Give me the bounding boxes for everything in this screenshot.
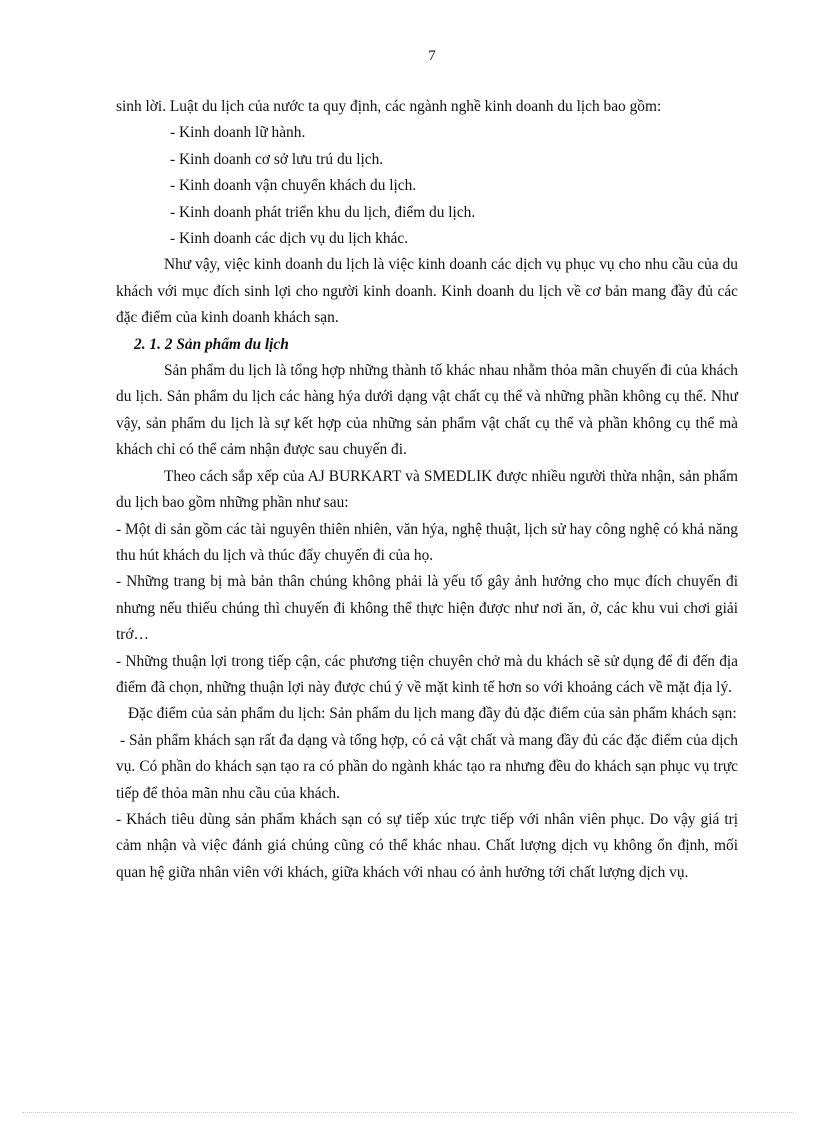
section-heading: 2. 1. 2 Sản phẩm du lịch: [134, 335, 289, 353]
characteristic-item: - Khách tiêu dùng sản phẩm khách sạn có sự tiếp xúc trực tiếp với nhân viên phục. Do vậy giá trị cảm nhận và việc đánh giá chúng cũng có thể khác nhau. Chất lượng dịch vụ không ổn định, mối quan hệ giữa nhân viên với khách, giữa khách với nhau có ảnh hưởng tới chất lượng dịch vụ.: [116, 810, 738, 881]
paragraph-continuation: sinh lời. Luật du lịch của nước ta quy định, các ngành nghề kinh doanh du lịch bao gồm:: [116, 98, 662, 115]
paragraph-summary: Như vậy, việc kinh doanh du lịch là việc kinh doanh các dịch vụ phục vụ cho nhu cầu của du khách với mục đích sinh lợi cho người kinh doanh. Kinh doanh du lịch về cơ bản mang đầy đủ các đặc điểm của kinh doanh khách sạn.: [116, 256, 738, 327]
footer-divider: [22, 1112, 794, 1113]
list-item: - Kinh doanh phát triển khu du lịch, điểm du lịch.: [170, 203, 476, 221]
component-item: - Những trang bị mà bản thân chúng không phải là yếu tố gây ảnh hưởng cho mục đích chuyến đi nhưng nếu thiếu chúng thì chuyến đi không thể thực hiện được như nơi ăn, ở, các khu vui chơi giải trớ…: [116, 573, 738, 644]
list-item: - Kinh doanh các dịch vụ du lịch khác.: [170, 230, 409, 248]
page-number: 7: [428, 48, 436, 64]
list-item: - Kinh doanh cơ sở lưu trú du lịch.: [170, 150, 384, 168]
list-item: - Kinh doanh vận chuyển khách du lịch.: [170, 177, 417, 195]
paragraph-characteristics-intro: Đặc điểm của sản phẩm du lịch: Sản phẩm du lịch mang đầy đủ đặc điểm của sản phẩm khách sạn:: [128, 705, 737, 723]
paragraph-product-definition: Sản phẩm du lịch là tổng hợp những thành tố khác nhau nhằm thỏa mãn chuyến đi của khách du lịch. Sản phẩm du lịch các hàng hýa dưới dạng vật chất cụ thể và những phần không cụ thể. Như vậy, sản phẩm du lịch là sự kết hợp của những sản phẩm vật chất cụ thể và phần không cụ thể mà khách chỉ có thể cảm nhận được sau chuyến đi.: [116, 362, 738, 459]
characteristic-item: - Sản phẩm khách sạn rất đa dạng và tổng hợp, có cả vật chất và mang đầy đủ các đặc điểm của dịch vụ. Có phần do khách sạn tạo ra có phần do ngành khác tạo ra nhưng đều do khách sạn phục vụ trực tiếp để thỏa mãn nhu cầu của khách.: [116, 731, 738, 802]
document-body: [116, 94, 738, 886]
paragraph-product-classification: Theo cách sắp xếp của AJ BURKART và SMEDLIK được nhiều người thừa nhận, sản phẩm du lịch bao gồm những phần như sau:: [116, 467, 738, 512]
list-item: - Kinh doanh lữ hành.: [170, 124, 306, 142]
component-item: - Một di sản gồm các tài nguyên thiên nhiên, văn hýa, nghệ thuật, lịch sử hay công nghệ có khả năng thu hút khách du lịch và thúc đẩy chuyến đi của họ.: [116, 520, 738, 564]
component-item: - Những thuận lợi trong tiếp cận, các phương tiện chuyên chở mà du khách sẽ sử dụng để đi đến địa điểm đã chọn, những thuận lợi này được chú ý về mặt kinh tế hơn so với khoảng cách về mặt địa lý.: [116, 652, 738, 696]
